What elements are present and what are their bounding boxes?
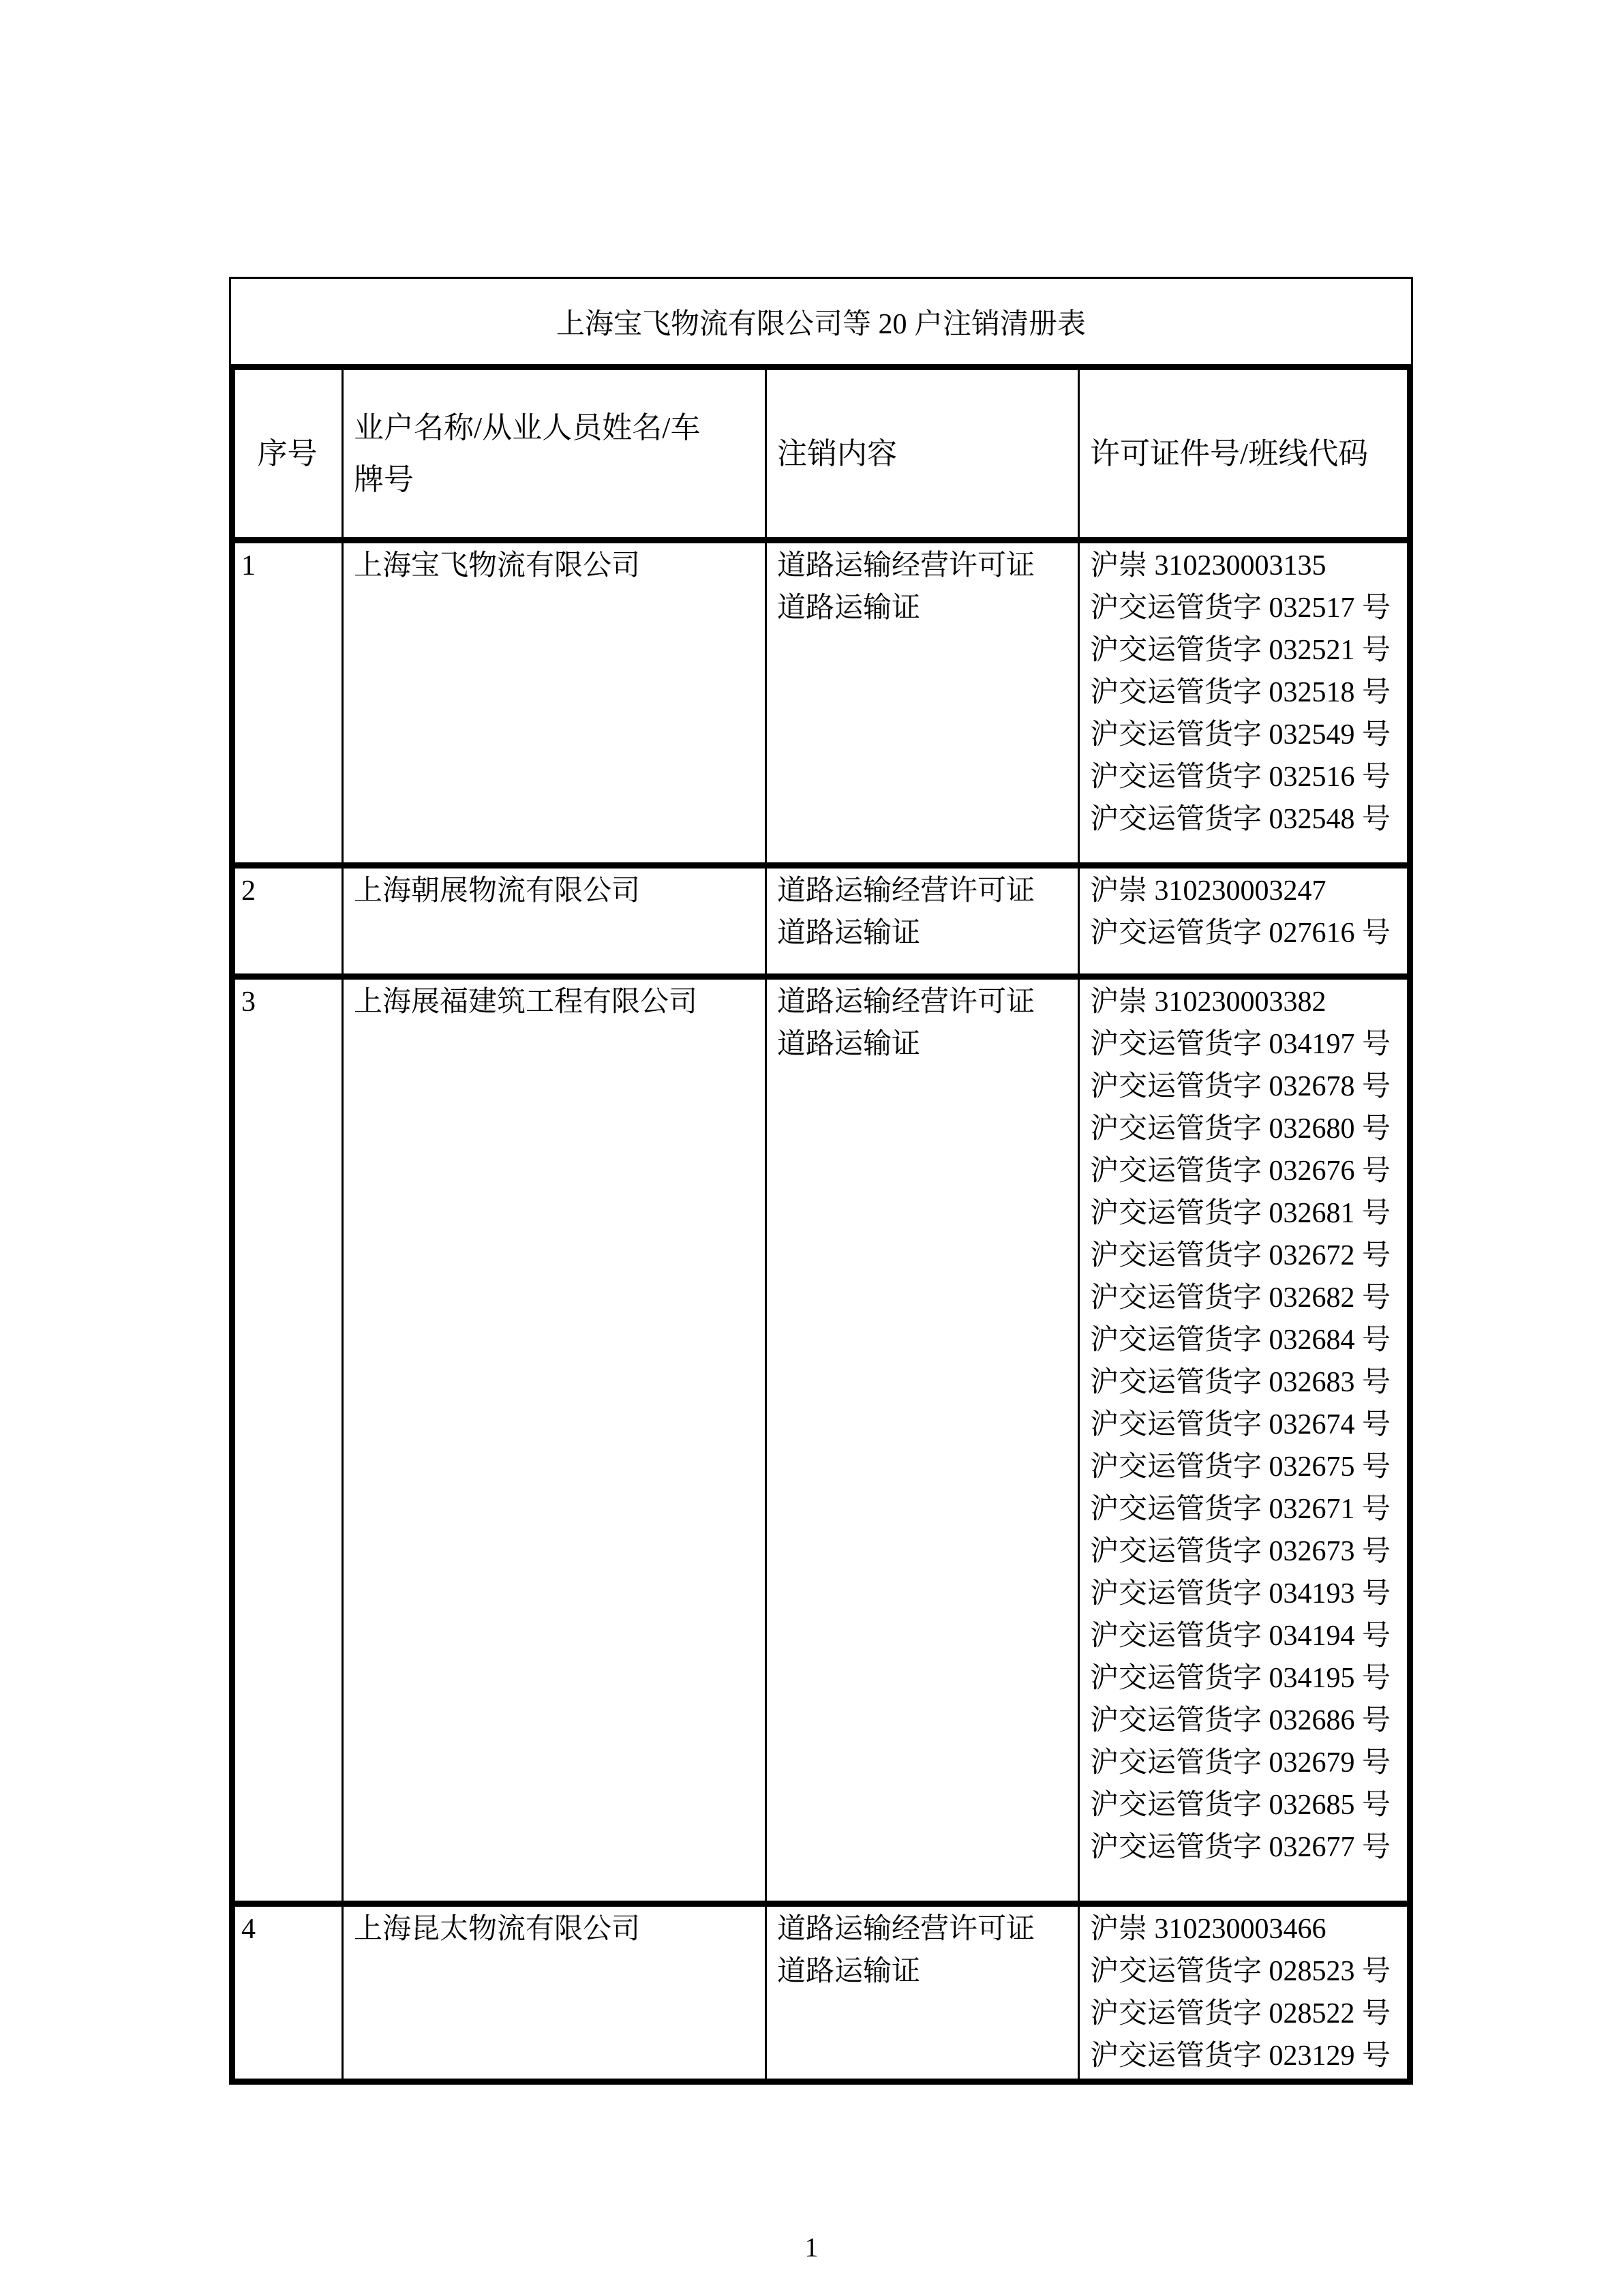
row-cancel-content — [765, 1907, 1078, 2079]
text-line: 沪交运管货字 032685 号 — [1090, 1789, 1391, 1821]
row-cancel-content — [765, 868, 1078, 973]
text-line: 沪交运管货字 032521 号 — [1090, 635, 1391, 666]
text-line: 沪交运管货字 032684 号 — [1090, 1325, 1391, 1356]
text-line: 沪交运管货字 032549 号 — [1090, 719, 1391, 751]
text-line: 沪崇 310230003466 — [1090, 1914, 1326, 1945]
row-seq: 1 — [229, 543, 342, 862]
text-line: 沪交运管货字 028522 号 — [1090, 1998, 1391, 2029]
row-cancel-content — [765, 980, 1078, 1901]
row-company-name: 上海展福建筑工程有限公司 — [342, 980, 765, 1901]
row-company-name: 上海朝展物流有限公司 — [342, 868, 765, 973]
text-line: 沪交运管货字 032683 号 — [1090, 1367, 1391, 1398]
table-title: 上海宝飞物流有限公司等 20 户注销清册表 — [229, 277, 1413, 364]
text-line: 沪交运管货字 032516 号 — [1090, 761, 1391, 793]
table-row — [229, 862, 1413, 973]
header-license — [1078, 370, 1413, 537]
text-line: 道路运输证 — [777, 592, 921, 624]
text-line: 沪交运管货字 032686 号 — [1090, 1705, 1391, 1736]
header-name-line2: 牌号 — [354, 462, 414, 496]
header-seq — [229, 370, 342, 537]
page-number: 1 — [804, 2232, 819, 2263]
text-line: 道路运输证 — [777, 918, 921, 949]
row-seq: 4 — [229, 1907, 342, 2079]
text-line: 道路运输经营许可证 — [777, 986, 1035, 1018]
text-line: 沪交运管货字 034197 号 — [1090, 1029, 1391, 1060]
text-line: 沪交运管货字 034194 号 — [1090, 1620, 1391, 1652]
row-cancel-content — [765, 543, 1078, 862]
text-line: 沪交运管货字 032672 号 — [1090, 1240, 1391, 1271]
text-line: 道路运输经营许可证 — [777, 1914, 1035, 1945]
row-license-list — [1078, 543, 1413, 862]
table-row — [229, 537, 1413, 862]
text-line: 沪交运管货字 032671 号 — [1090, 1494, 1391, 1525]
header-content-label: 注销内容 — [777, 436, 897, 470]
header-seq-label: 序号 — [257, 436, 318, 470]
text-line: 沪交运管货字 027616 号 — [1090, 918, 1391, 949]
header-content — [765, 370, 1078, 537]
text-line: 沪交运管货字 034195 号 — [1090, 1663, 1391, 1694]
row-seq: 3 — [229, 980, 342, 1901]
row-company-name: 上海昆太物流有限公司 — [342, 1907, 765, 2079]
text-line: 沪崇 310230003382 — [1090, 986, 1326, 1018]
row-license-list — [1078, 1907, 1413, 2079]
text-line: 沪崇 310230003135 — [1090, 550, 1326, 581]
text-line: 道路运输证 — [777, 1956, 921, 1987]
text-line: 沪交运管货字 032681 号 — [1090, 1198, 1391, 1229]
text-line: 沪交运管货字 023129 号 — [1090, 2040, 1391, 2072]
header-name-line1: 业户名称/从业人员姓名/车 — [354, 410, 701, 444]
table-row — [229, 1901, 1413, 2085]
text-line: 道路运输经营许可证 — [777, 550, 1035, 581]
text-line: 沪交运管货字 028523 号 — [1090, 1956, 1391, 1987]
text-line: 沪交运管货字 032548 号 — [1090, 804, 1391, 835]
text-line: 沪交运管货字 032682 号 — [1090, 1282, 1391, 1314]
text-line: 沪交运管货字 034193 号 — [1090, 1578, 1391, 1610]
table-header-row — [229, 364, 1413, 537]
text-line: 沪交运管货字 032677 号 — [1090, 1832, 1391, 1863]
header-name — [342, 370, 765, 537]
text-line: 道路运输经营许可证 — [777, 875, 1035, 907]
text-line: 沪交运管货字 032517 号 — [1090, 592, 1391, 624]
row-company-name: 上海宝飞物流有限公司 — [342, 543, 765, 862]
header-license-label: 许可证件号/班线代码 — [1090, 436, 1369, 470]
text-line: 道路运输证 — [777, 1029, 921, 1060]
text-line: 沪交运管货字 032680 号 — [1090, 1113, 1391, 1145]
text-line: 沪交运管货字 032675 号 — [1090, 1451, 1391, 1483]
deregistration-table — [229, 277, 1413, 2085]
text-line: 沪交运管货字 032518 号 — [1090, 677, 1391, 708]
row-seq: 2 — [229, 868, 342, 973]
text-line: 沪交运管货字 032676 号 — [1090, 1155, 1391, 1187]
text-line: 沪交运管货字 032678 号 — [1090, 1071, 1391, 1102]
row-license-list — [1078, 980, 1413, 1901]
text-line: 沪交运管货字 032679 号 — [1090, 1747, 1391, 1779]
row-license-list — [1078, 868, 1413, 973]
text-line: 沪崇 310230003247 — [1090, 875, 1326, 907]
text-line: 沪交运管货字 032674 号 — [1090, 1409, 1391, 1440]
text-line: 沪交运管货字 032673 号 — [1090, 1536, 1391, 1567]
table-row — [229, 973, 1413, 1901]
